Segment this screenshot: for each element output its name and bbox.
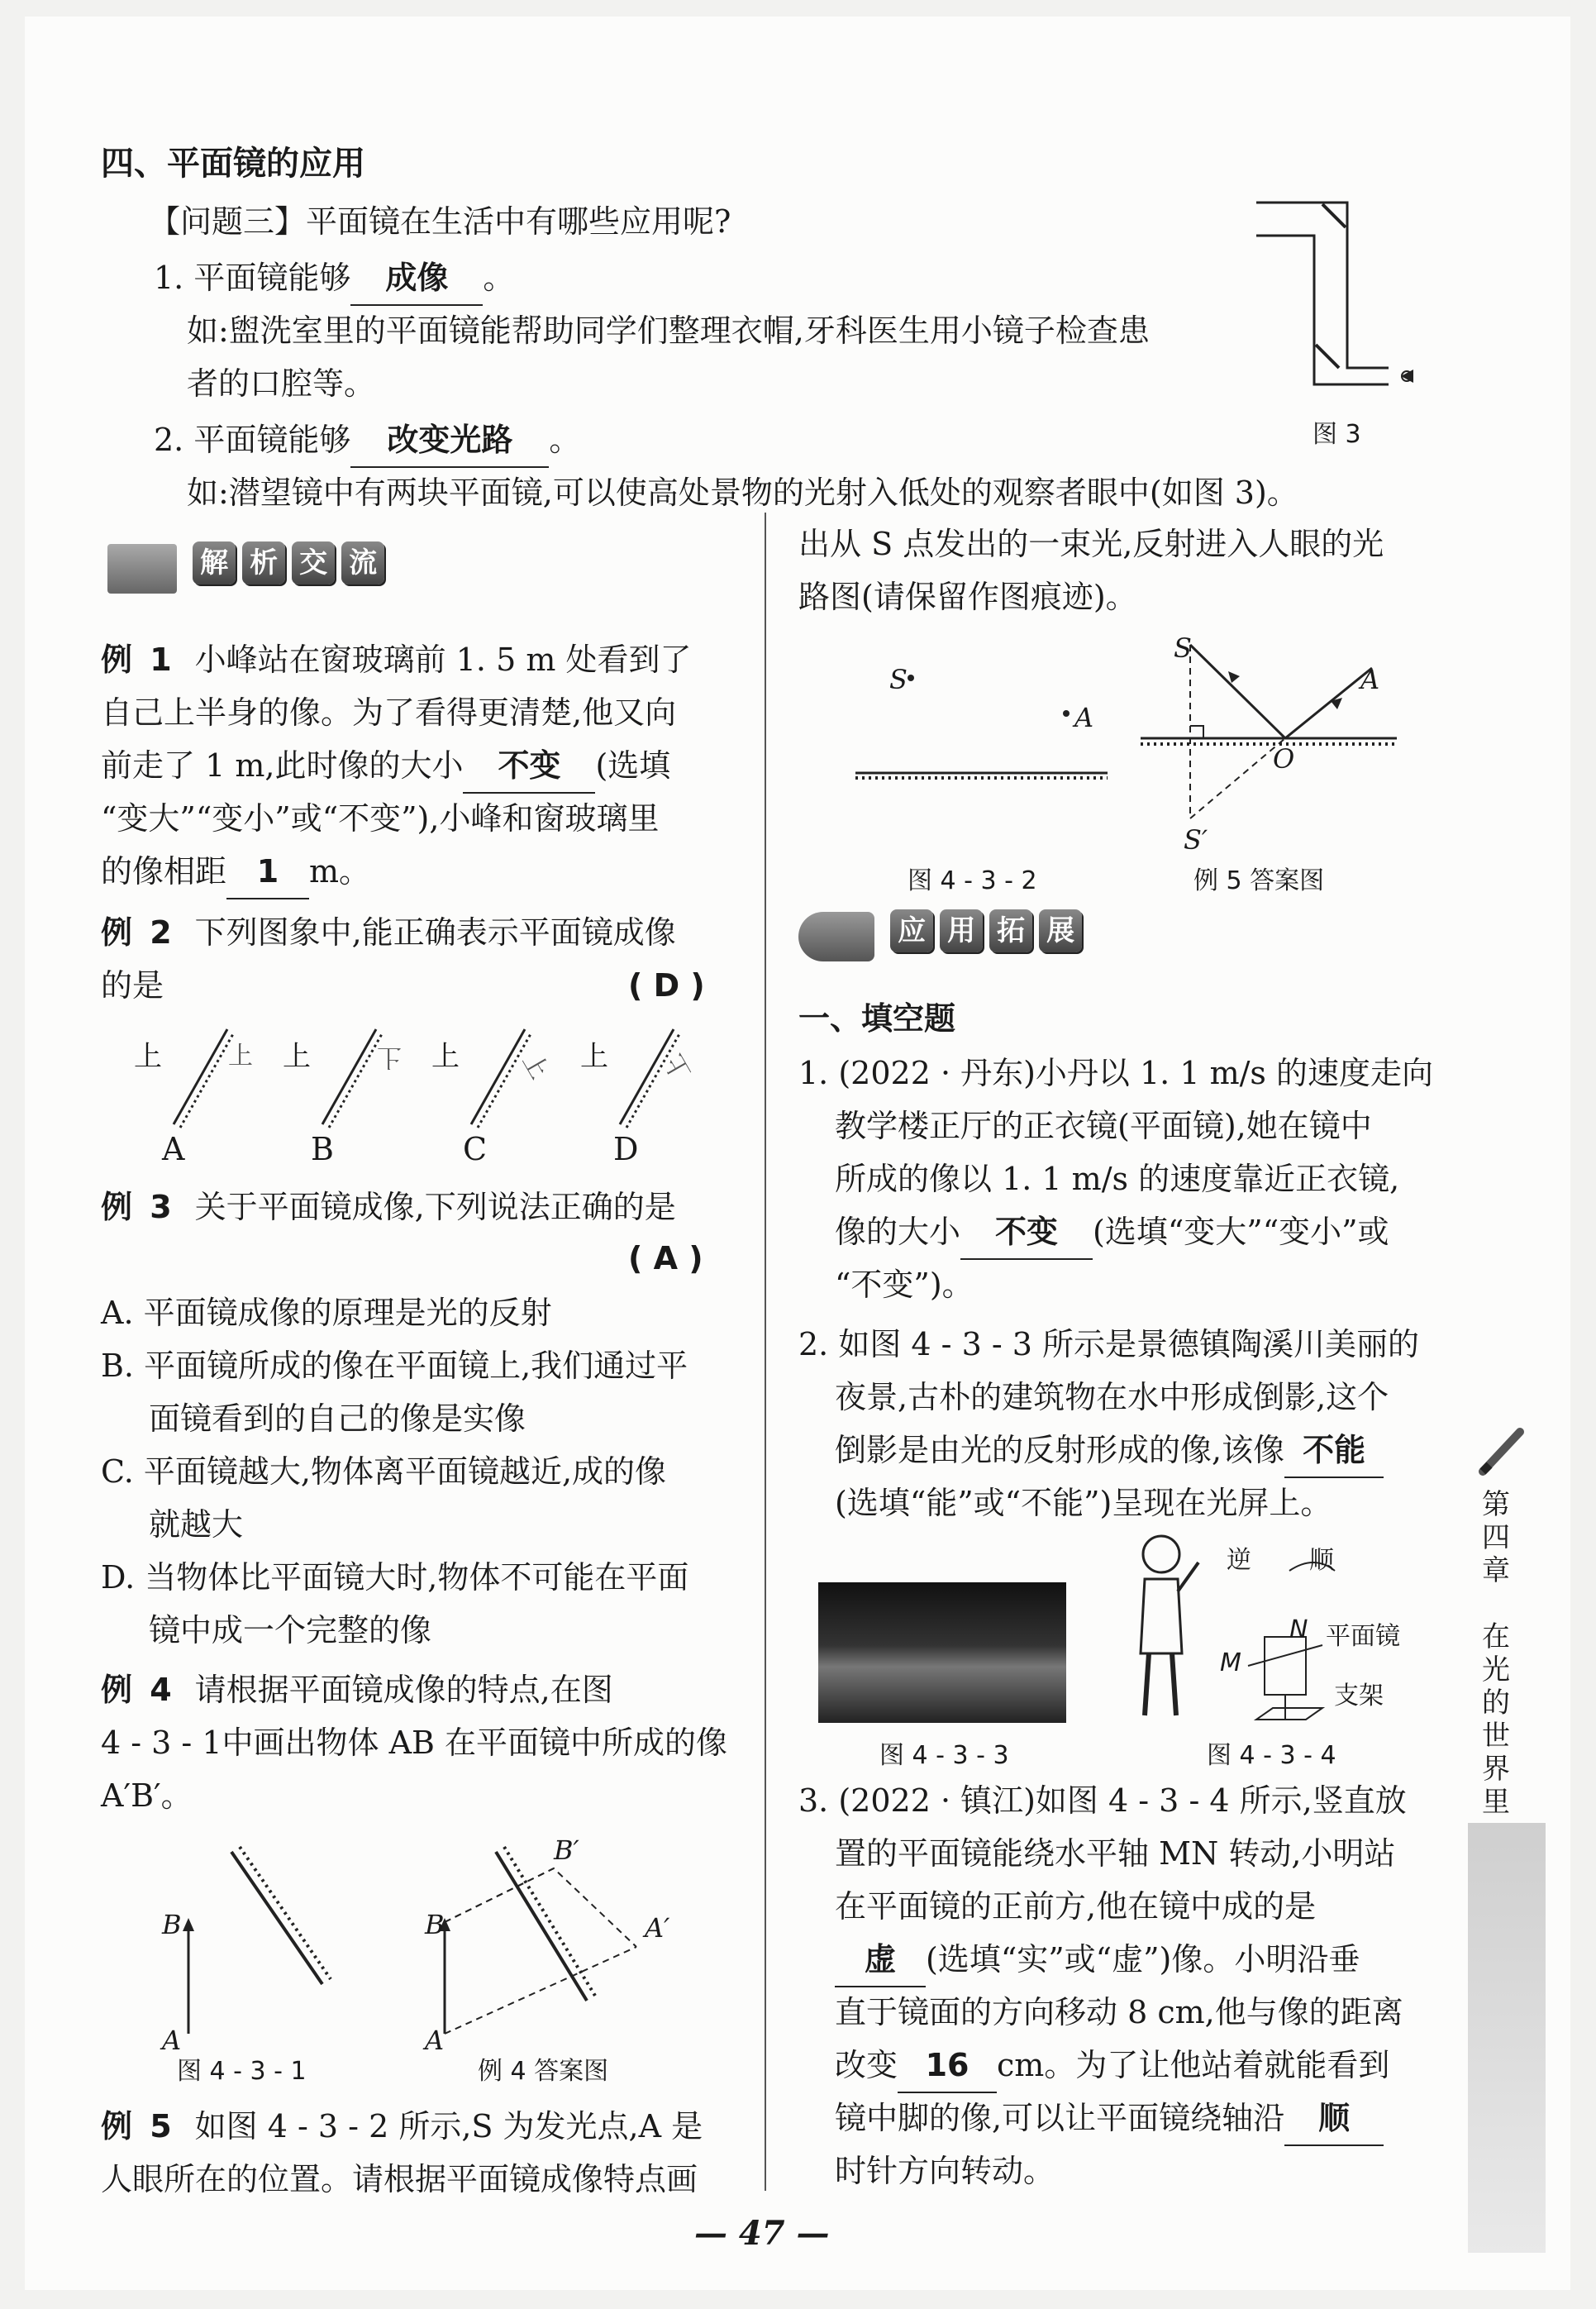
option-a-text: A. 平面镜成像的原理是光的反射 xyxy=(101,1295,552,1331)
option-label-d: D xyxy=(613,1131,639,1167)
example-3: 例 3 关于平面镜成像,下列说法正确的是 xyxy=(101,1181,676,1233)
option-b-drawing xyxy=(322,1029,383,1128)
option-glyph: 上 xyxy=(431,1040,460,1073)
item-2: 2. 平面镜能够 改变光路 。 xyxy=(154,413,580,468)
option-c-text-cont: 就越大 xyxy=(149,1506,244,1543)
chapter-char: 第 xyxy=(1482,1488,1510,1521)
point-a-image: A′ xyxy=(645,1912,670,1944)
page-number: — 47 — xyxy=(694,2214,830,2253)
extension-title-char: 应 xyxy=(890,909,933,952)
option-image-glyph: 上 xyxy=(228,1042,253,1071)
example-2-line: 的是 xyxy=(101,967,164,1004)
example-1-line: 自己上半身的像。为了看得更清楚,他又向 xyxy=(101,694,677,731)
chapter-sidebar xyxy=(1471,1488,1521,1819)
answer-blank: 不能 xyxy=(1284,1424,1384,1478)
question-3-line: 时针方向转动。 xyxy=(835,2153,1055,2189)
analysis-title-char: 交 xyxy=(292,541,335,584)
item-1-example-cont: 者的口腔等。 xyxy=(187,365,376,402)
analysis-title-char: 析 xyxy=(242,541,285,584)
example-5-line-right: 出从 S 点发出的一束光,反射进入人眼的光 xyxy=(798,526,1384,562)
answer-blank: 改变光路 xyxy=(350,413,549,468)
point-o: O xyxy=(1273,743,1295,775)
example-2: 例 2 下列图象中,能正确表示平面镜成像 xyxy=(101,906,676,959)
example-2-options-figure xyxy=(124,1017,736,1133)
chapter-title-char: 世 xyxy=(1482,1720,1510,1753)
item-2-example: 如:潜望镜中有两块平面镜,可以使高处景物的光射入低处的观察者眼中(如图 3)。 xyxy=(187,475,1298,511)
option-glyph: 上 xyxy=(580,1040,608,1073)
item-1-example: 如:盥洗室里的平面镜能帮助同学们整理衣帽,牙科医生用小镜子检查患 xyxy=(187,312,1150,349)
example-1-line: 的像相距 1 m。 xyxy=(101,845,370,899)
example-5-line: 人眼所在的位置。请根据平面镜成像特点画 xyxy=(101,2161,698,2197)
column-divider xyxy=(765,513,766,2191)
axis-n-label: N xyxy=(1289,1615,1308,1644)
example-1: 例 1 小峰站在窗玻璃前 1. 5 m 处看到了 xyxy=(101,633,691,686)
option-a-drawing xyxy=(174,1029,234,1128)
example-5-line-right: 路图(请保留作图痕迹)。 xyxy=(798,579,1137,615)
example-1-line: 前走了 1 m,此时像的大小 不变 (选填 xyxy=(101,739,670,794)
example-4-line: A′B′。 xyxy=(101,1777,193,1814)
option-label-a: A xyxy=(162,1131,185,1167)
example-3-answer: ( A ) xyxy=(628,1240,703,1276)
extension-title-char: 展 xyxy=(1039,909,1082,952)
point-s-image: S′ xyxy=(1184,824,1208,856)
analysis-title-char: 解 xyxy=(193,541,236,584)
example-4-answer-caption: 例 4 答案图 xyxy=(478,2057,609,2086)
answer-blank: 顺 xyxy=(1284,2092,1384,2146)
chapter-title-char: 里 xyxy=(1482,1786,1510,1819)
example-4: 例 4 请根据平面镜成像的特点,在图 xyxy=(101,1663,613,1716)
item-1: 1. 平面镜能够 成像 。 xyxy=(154,251,514,306)
fill-blank-heading: 一、填空题 xyxy=(798,1000,956,1037)
extension-title-char: 拓 xyxy=(989,909,1032,952)
point-s: S xyxy=(889,664,908,695)
example-label: 例 3 xyxy=(101,1189,175,1225)
analysis-header xyxy=(107,541,391,594)
counterclockwise-label: 逆 xyxy=(1227,1546,1251,1575)
chapter-char: 章 xyxy=(1482,1554,1510,1587)
figure-4-3-3-caption: 图 4 - 3 - 3 xyxy=(879,1741,1009,1770)
extension-header xyxy=(798,909,1089,961)
answer-blank: 虚 xyxy=(835,1933,926,1987)
option-label-c: C xyxy=(463,1131,488,1167)
question-1: 1. (2022 · 丹东)小丹以 1. 1 m/s 的速度走向 xyxy=(798,1055,1434,1091)
axis-m-label: M xyxy=(1220,1648,1241,1677)
chapter-side-tab xyxy=(1468,1823,1546,2253)
point-a: A xyxy=(1360,664,1380,695)
point-b: B xyxy=(162,1909,182,1940)
night-scene-photo xyxy=(818,1582,1066,1723)
periscope-figure xyxy=(1240,186,1455,401)
analysis-icon xyxy=(107,544,177,594)
extension-title-char: 用 xyxy=(940,909,983,952)
question-2: 2. 如图 4 - 3 - 3 所示是景德镇陶溪川美丽的 xyxy=(798,1326,1420,1362)
option-image-glyph: 上 xyxy=(516,1048,555,1085)
example-1-line: “变大”“变小”或“不变”),小峰和窗玻璃里 xyxy=(101,800,660,837)
point-a: A xyxy=(1074,702,1094,733)
figure-4-3-1-caption: 图 4 - 3 - 1 xyxy=(177,2057,307,2086)
option-label-b: B xyxy=(311,1131,334,1167)
stand-label: 支架 xyxy=(1334,1682,1384,1710)
figure-3-caption: 图 3 xyxy=(1313,420,1361,449)
example-label: 例 5 xyxy=(101,2108,175,2144)
answer-blank: 不变 xyxy=(463,739,595,794)
example-5-answer-caption: 例 5 答案图 xyxy=(1193,866,1325,895)
option-b-text-cont: 面镜看到的自己的像是实像 xyxy=(149,1400,526,1437)
question-1-line: 教学楼正厅的正衣镜(平面镜),她在镜中 xyxy=(835,1108,1372,1144)
chapter-title-char: 光 xyxy=(1482,1653,1510,1686)
example-2-answer: ( D ) xyxy=(628,967,705,1004)
point-a: A xyxy=(425,2025,445,2056)
question-2-line: 夜景,古朴的建筑物在水中形成倒影,这个 xyxy=(835,1379,1389,1415)
option-glyph: 上 xyxy=(134,1040,162,1073)
mirror-label: 平面镜 xyxy=(1326,1622,1400,1651)
analysis-title-char: 流 xyxy=(341,541,384,584)
question-2-line: 倒影是由光的反射形成的像,该像 不能 xyxy=(835,1424,1384,1478)
example-label: 例 1 xyxy=(101,642,175,678)
section-heading: 四、平面镜的应用 xyxy=(101,145,365,183)
question-3-line: 置的平面镜能绕水平轴 MN 转动,小明站 xyxy=(835,1835,1396,1872)
question-three: 【问题三】平面镜在生活中有哪些应用呢? xyxy=(149,203,731,240)
example-4-line: 4 - 3 - 1中画出物体 AB 在平面镜中所成的像 xyxy=(101,1725,728,1761)
question-3-line: 改变 16 cm。为了让他站着就能看到 xyxy=(835,2039,1389,2093)
clockwise-label: 顺 xyxy=(1309,1546,1334,1575)
example-5: 例 5 如图 4 - 3 - 2 所示,S 为发光点,A 是 xyxy=(101,2100,703,2153)
point-b: B xyxy=(425,1909,445,1940)
option-d-text: D. 当物体比平面镜大时,物体不可能在平面 xyxy=(101,1559,689,1596)
answer-blank: 成像 xyxy=(350,251,483,306)
point-s: S xyxy=(1174,632,1192,664)
option-d-text-cont: 镜中成一个完整的像 xyxy=(149,1612,432,1648)
question-1-line: 像的大小 不变 (选填“变大”“变小”或 xyxy=(835,1205,1389,1260)
option-b-text: B. 平面镜所成的像在平面镜上,我们通过平 xyxy=(101,1348,688,1384)
answer-blank: 1 xyxy=(226,845,309,899)
option-image-glyph: 上 xyxy=(377,1042,402,1071)
question-3-line: 直于镜面的方向移动 8 cm,他与像的距离 xyxy=(835,1994,1403,2030)
option-glyph: 上 xyxy=(283,1040,311,1073)
point-a: A xyxy=(162,2025,182,2056)
chapter-title-char: 在 xyxy=(1482,1620,1510,1653)
figure-4-3-2-caption: 图 4 - 3 - 2 xyxy=(908,866,1037,895)
question-1-line: 所成的像以 1. 1 m/s 的速度靠近正衣镜, xyxy=(835,1161,1400,1197)
answer-blank: 16 xyxy=(898,2039,997,2093)
option-image-glyph: 上 xyxy=(659,1048,698,1085)
question-3-line: 在平面镜的正前方,他在镜中成的是 xyxy=(835,1888,1317,1925)
example-label: 例 2 xyxy=(101,914,175,951)
point-b-image: B′ xyxy=(554,1834,579,1866)
figure-4-3-4-caption: 图 4 - 3 - 4 xyxy=(1207,1741,1336,1770)
chapter-title-char: 的 xyxy=(1482,1686,1510,1720)
books-icon xyxy=(798,912,874,961)
mirror-line xyxy=(231,1852,322,1984)
pencil-icon xyxy=(1475,1422,1532,1480)
question-1-line: “不变”)。 xyxy=(835,1267,974,1303)
example-label: 例 4 xyxy=(101,1672,175,1708)
chapter-char: 四 xyxy=(1482,1521,1510,1554)
chapter-title-char: 界 xyxy=(1482,1753,1510,1786)
question-3-line: 镜中脚的像,可以让平面镜绕轴沿 顺 xyxy=(835,2092,1384,2146)
question-3-line: 虚 (选填“实”或“虚”)像。小明沿垂 xyxy=(835,1933,1360,1987)
option-c-text: C. 平面镜越大,物体离平面镜越近,成的像 xyxy=(101,1453,667,1490)
question-2-line: (选填“能”或“不能”)呈现在光屏上。 xyxy=(835,1485,1332,1521)
question-3: 3. (2022 · 镇江)如图 4 - 3 - 4 所示,竖直放 xyxy=(798,1782,1407,1819)
answer-blank: 不变 xyxy=(960,1205,1093,1260)
example-5-figures xyxy=(843,628,1422,860)
